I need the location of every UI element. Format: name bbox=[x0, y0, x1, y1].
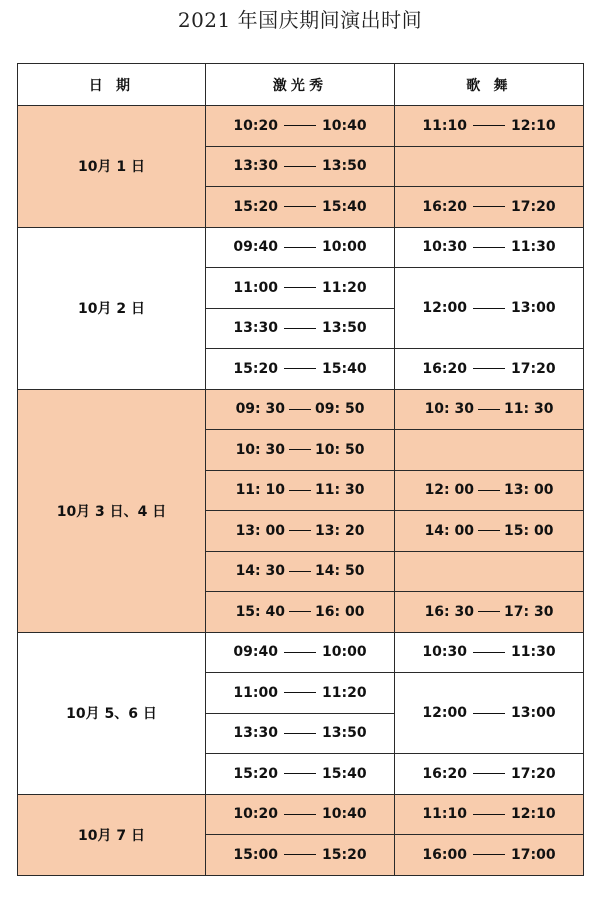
laser-time-cell: 10:20 10:40 bbox=[206, 106, 395, 147]
date-cell: 10月 7 日 bbox=[18, 794, 206, 875]
song-time-cell: 12:00 13:00 bbox=[395, 268, 584, 349]
laser-time-cell: 09: 30 09: 50 bbox=[206, 389, 395, 430]
song-time-cell-empty bbox=[395, 551, 584, 592]
song-time-cell: 16:00 17:00 bbox=[395, 835, 584, 876]
laser-time-cell: 15: 40 16: 00 bbox=[206, 592, 395, 633]
schedule-table bbox=[17, 63, 584, 876]
song-time-cell: 12:00 13:00 bbox=[395, 673, 584, 754]
song-time-cell: 11:10 12:10 bbox=[395, 106, 584, 147]
laser-time-cell: 10:20 10:40 bbox=[206, 794, 395, 835]
table-row bbox=[18, 389, 584, 430]
laser-time-cell: 11:00 11:20 bbox=[206, 673, 395, 714]
song-time-cell-empty bbox=[395, 146, 584, 187]
song-time-cell: 16:20 17:20 bbox=[395, 754, 584, 795]
page-title: 2021 年国庆期间演出时间 bbox=[177, 8, 423, 32]
date-cell: 10月 3 日、4 日 bbox=[18, 389, 206, 632]
song-time-cell: 16: 30 17: 30 bbox=[395, 592, 584, 633]
table-row bbox=[18, 106, 584, 147]
laser-time-cell: 13:30 13:50 bbox=[206, 713, 395, 754]
laser-time-cell: 15:20 15:40 bbox=[206, 187, 395, 228]
date-cell: 10月 1 日 bbox=[18, 106, 206, 228]
laser-time-cell: 11: 10 11: 30 bbox=[206, 470, 395, 511]
date-cell: 10月 5、6 日 bbox=[18, 632, 206, 794]
table-row bbox=[18, 632, 584, 673]
song-time-cell: 16:20 17:20 bbox=[395, 349, 584, 390]
date-cell: 10月 2 日 bbox=[18, 227, 206, 389]
song-time-cell: 14: 00 15: 00 bbox=[395, 511, 584, 552]
song-time-cell: 12: 00 13: 00 bbox=[395, 470, 584, 511]
song-time-cell: 11:10 12:10 bbox=[395, 794, 584, 835]
laser-time-cell: 09:40 10:00 bbox=[206, 632, 395, 673]
laser-time-cell: 14: 30 14: 50 bbox=[206, 551, 395, 592]
header-song-dance: 歌 舞 bbox=[395, 64, 584, 106]
laser-time-cell: 10: 30 10: 50 bbox=[206, 430, 395, 471]
song-time-cell: 10:30 11:30 bbox=[395, 227, 584, 268]
table-row bbox=[18, 794, 584, 835]
song-time-cell: 16:20 17:20 bbox=[395, 187, 584, 228]
laser-time-cell: 11:00 11:20 bbox=[206, 268, 395, 309]
song-time-cell-empty bbox=[395, 430, 584, 471]
laser-time-cell: 13:30 13:50 bbox=[206, 146, 395, 187]
laser-time-cell: 15:20 15:40 bbox=[206, 754, 395, 795]
table-header-row bbox=[18, 64, 584, 106]
laser-time-cell: 13:30 13:50 bbox=[206, 308, 395, 349]
laser-time-cell: 13: 00 13: 20 bbox=[206, 511, 395, 552]
header-date: 日 期 bbox=[18, 64, 206, 106]
laser-time-cell: 15:20 15:40 bbox=[206, 349, 395, 390]
laser-time-cell: 09:40 10:00 bbox=[206, 227, 395, 268]
laser-time-cell: 15:00 15:20 bbox=[206, 835, 395, 876]
table-row bbox=[18, 227, 584, 268]
song-time-cell: 10:30 11:30 bbox=[395, 632, 584, 673]
header-laser-show: 激光秀 bbox=[206, 64, 395, 106]
song-time-cell: 10: 30 11: 30 bbox=[395, 389, 584, 430]
